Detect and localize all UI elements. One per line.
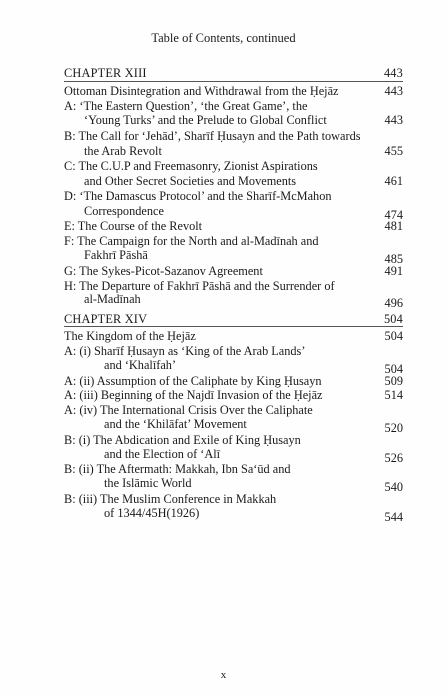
entry-page: 526 xyxy=(384,451,403,465)
entry-page: 544 xyxy=(384,510,403,524)
entry-line: B: (ii) The Aftermath: Makkah, Ibn Sa‘ūd and xyxy=(64,462,291,476)
entry-line-cont: and Other Secret Societies and Movements xyxy=(84,174,297,188)
entry-line-cont: and ‘Khalīfah’ xyxy=(104,358,177,372)
entry-line-cont: the Arab Revolt xyxy=(84,144,162,158)
entry-page: 520 xyxy=(384,421,403,435)
chapter-14-title: CHAPTER XIV xyxy=(64,312,148,326)
entry-line-cont: and the ‘Khilāfat’ Movement xyxy=(104,417,247,431)
entry-page: 474 xyxy=(384,208,403,222)
entry-page: 496 xyxy=(384,296,403,310)
page-number: x xyxy=(220,669,227,681)
chapter-14-divider xyxy=(64,326,403,327)
entry-line: A: (iii) Beginning of the Najdī Invasion of the Ḥejāz xyxy=(64,388,323,402)
entry-line: C: The C.U.P and Freemasonry, Zionist Aspirations xyxy=(64,159,318,173)
part-title: Ottoman Disintegration and Withdrawal from the Ḥejāz xyxy=(64,84,339,98)
entry-line-cont: Fakhrī Pāshā xyxy=(84,248,148,262)
entry-line: B: (iii) The Muslim Conference in Makkah xyxy=(64,492,277,506)
chapter-13-page: 443 xyxy=(383,66,403,80)
entry-page: 481 xyxy=(384,219,403,233)
entry-page: 514 xyxy=(384,388,403,402)
entry-line-cont: of 1344/45H(1926) xyxy=(104,506,200,520)
entry-page: 509 xyxy=(384,374,403,388)
entry-line: A: ‘The Eastern Question’, ‘the Great Game’, the xyxy=(64,99,308,113)
entry-page: 540 xyxy=(384,480,403,494)
part-page: 504 xyxy=(384,329,403,343)
entry-line: D: ‘The Damascus Protocol’ and the Sharīf-McMahon xyxy=(64,189,332,203)
entry-line-cont: the Islāmic World xyxy=(104,476,192,490)
entry-line: F: The Campaign for the North and al-Madīnah and xyxy=(64,234,319,248)
entry-line: A: (ii) Assumption of the Caliphate by King Ḥusayn xyxy=(64,374,322,388)
chapter-13-divider xyxy=(64,81,403,82)
entry-line: B: The Call for ‘Jehād’, Sharīf Ḥusayn and the Path towards xyxy=(64,129,361,143)
entry-page: 485 xyxy=(384,252,403,266)
entry-line: B: (i) The Abdication and Exile of King Ḥusayn xyxy=(64,433,301,447)
page-heading: Table of Contents, continued xyxy=(151,31,296,45)
part-title: The Kingdom of the Ḥejāz xyxy=(64,329,196,343)
part-page: 443 xyxy=(384,84,403,98)
chapter-14-page: 504 xyxy=(383,312,403,326)
entry-line: H: The Departure of Fakhrī Pāshā and the Surrender of xyxy=(64,279,335,293)
entry-line-cont: ‘Young Turks’ and the Prelude to Global Conflict xyxy=(84,113,327,127)
entry-page: 461 xyxy=(384,174,403,188)
entry-line-cont: al-Madīnah xyxy=(84,292,141,306)
chapter-13-title: CHAPTER XIII xyxy=(64,66,147,80)
entry-line-cont: and the Election of ‘Alī xyxy=(104,447,221,461)
entry-page: 491 xyxy=(384,264,403,278)
entry-line: E: The Course of the Revolt xyxy=(64,219,203,233)
entry-line: G: The Sykes-Picot-Sazanov Agreement xyxy=(64,264,263,278)
entry-line: A: (i) Sharīf Ḥusayn as ‘King of the Arab Lands’ xyxy=(64,344,306,358)
entry-line-cont: Correspondence xyxy=(84,204,164,218)
entry-page: 455 xyxy=(384,144,403,158)
entry-line: A: (iv) The International Crisis Over the Caliphate xyxy=(64,403,313,417)
entry-page: 504 xyxy=(384,362,403,376)
entry-page: 443 xyxy=(384,113,403,127)
